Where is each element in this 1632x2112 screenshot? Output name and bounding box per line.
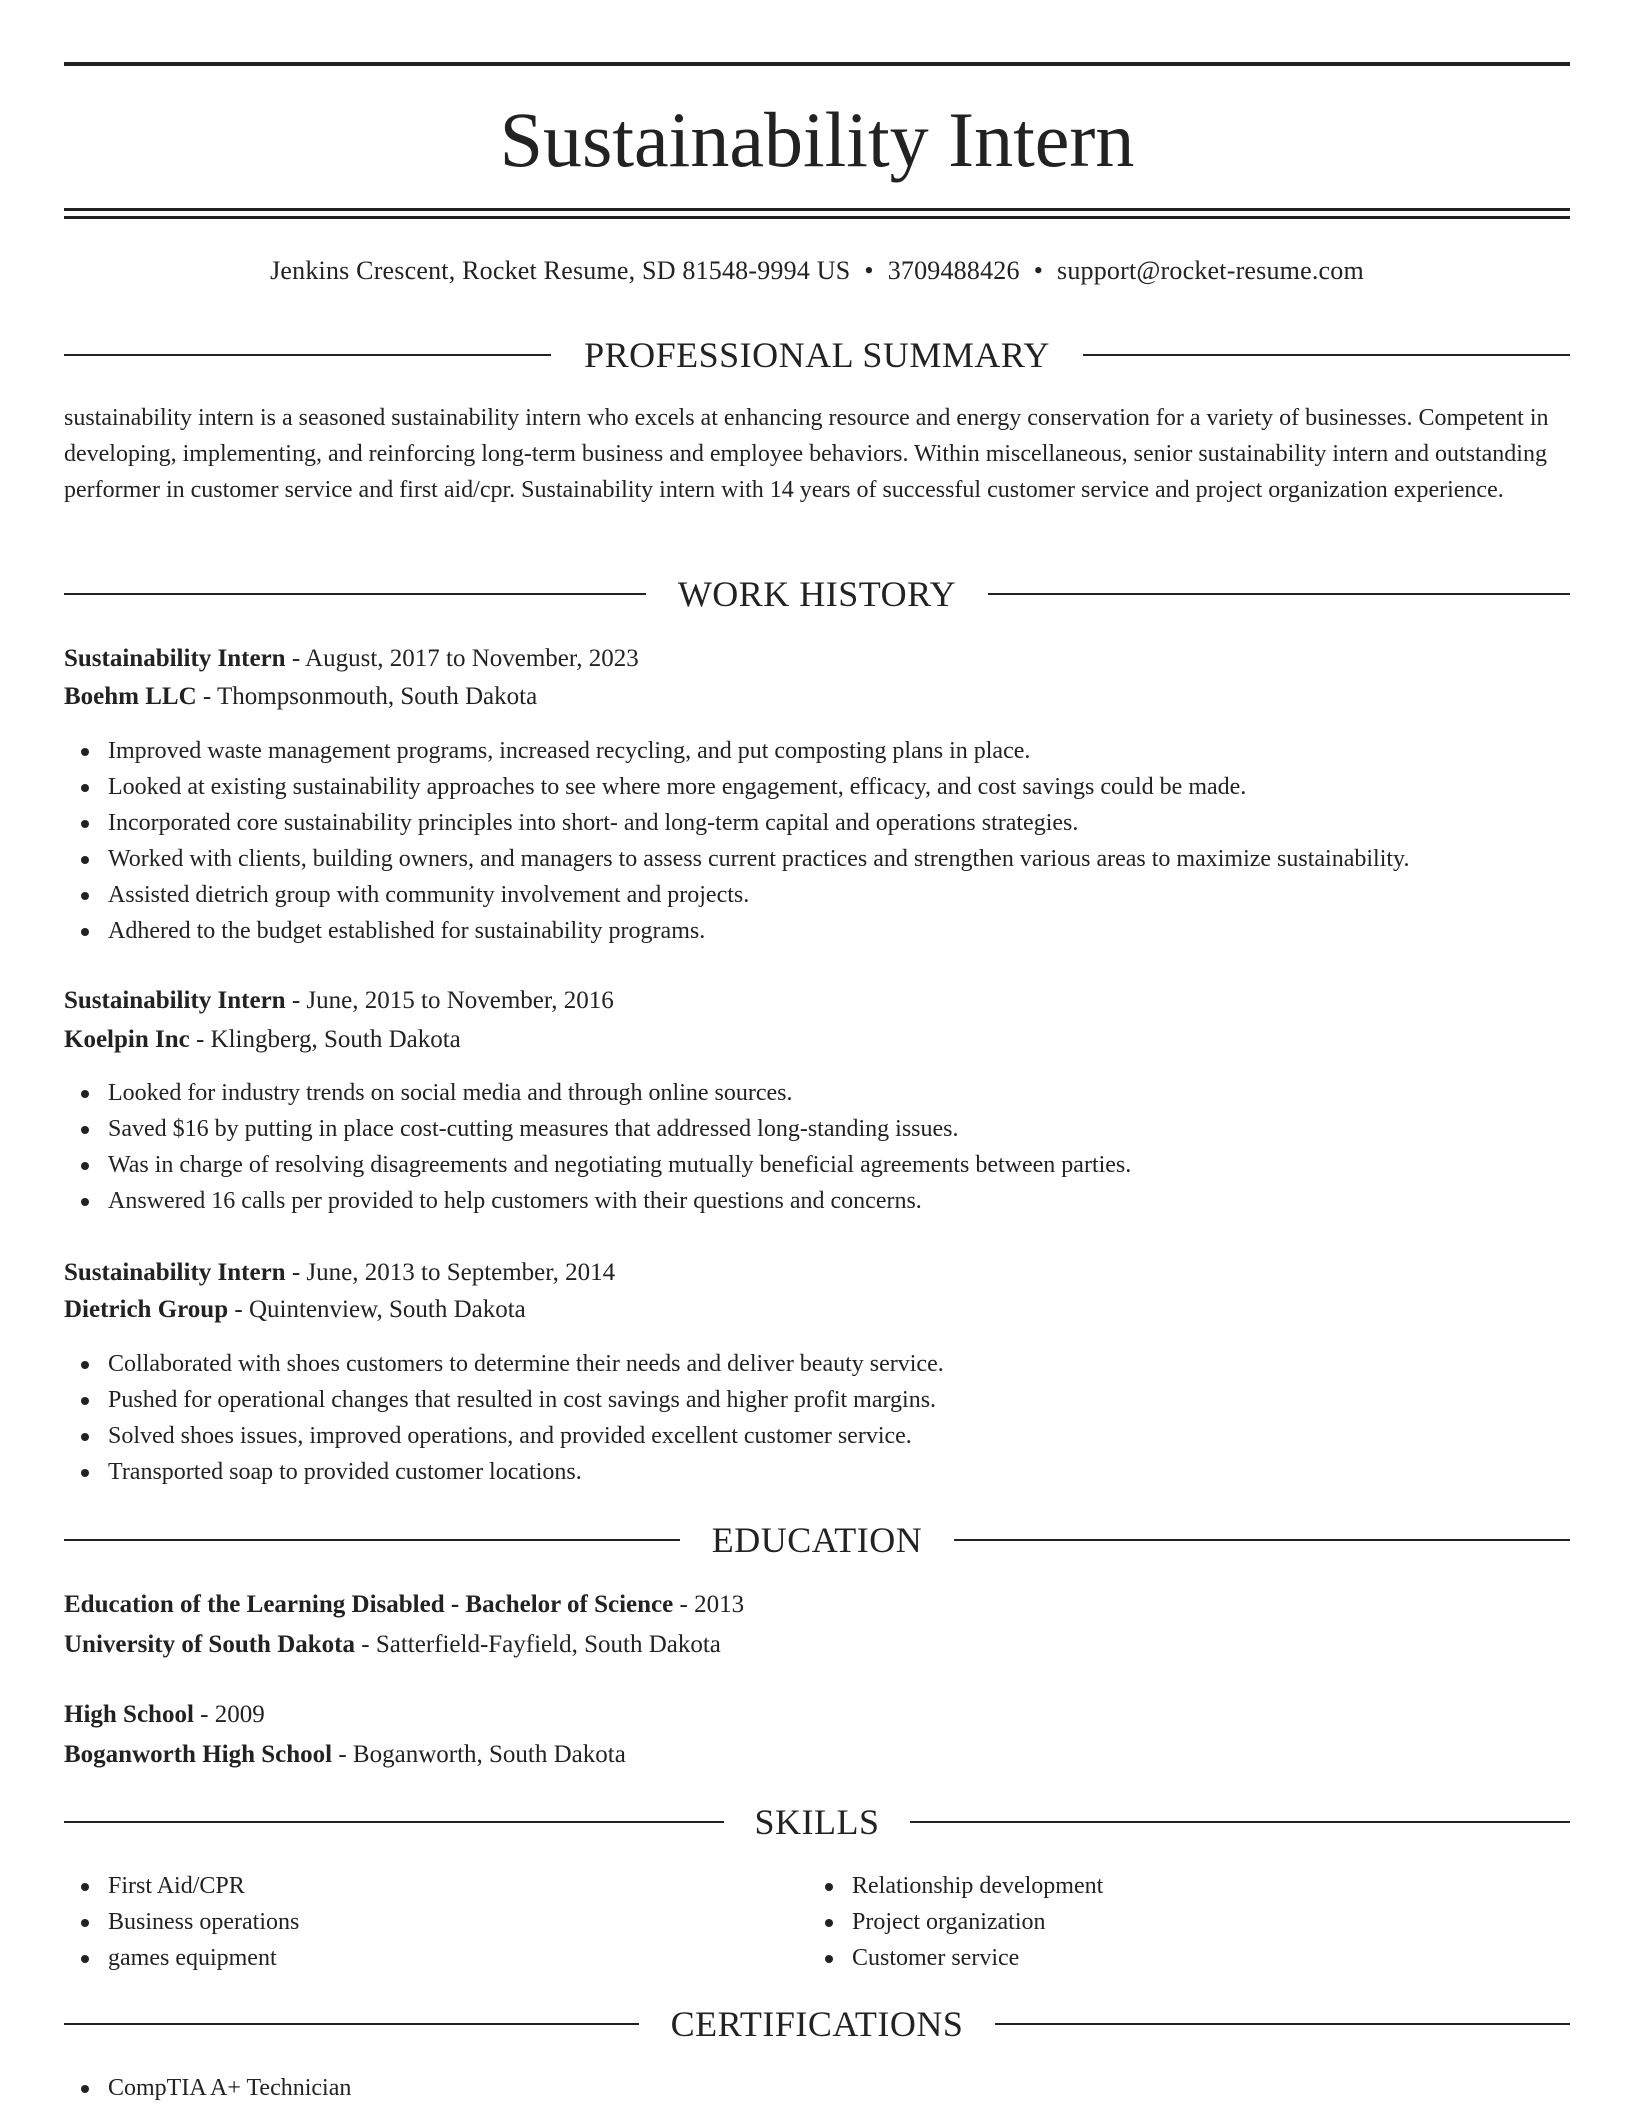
job-title-line	[64, 1255, 615, 1291]
section-heading-certifications	[64, 2002, 1570, 2046]
job-company-line	[64, 679, 537, 715]
section-title: CERTIFICATIONS	[670, 2004, 964, 2044]
job-bullet: Was in charge of resolving disagreements and negotiating mutually beneficial agreements between parties.	[64, 1147, 1570, 1183]
contact-line	[64, 253, 1570, 289]
job-bullet: Saved $16 by putting in place cost-cutting measures that addressed long-standing issues.	[64, 1111, 1570, 1147]
heading-rule-right	[1083, 354, 1570, 356]
section-title: PROFESSIONAL SUMMARY	[584, 335, 1050, 375]
education-location: - Boganworth, South Dakota	[332, 1741, 626, 1768]
skills-list-left	[64, 1868, 764, 1976]
job-location: - Thompsonmouth, South Dakota	[196, 683, 538, 710]
job-company: Dietrich Group	[64, 1296, 229, 1323]
education-school: University of South Dakota	[64, 1631, 355, 1658]
job-title: Sustainability Intern	[64, 987, 286, 1014]
resume-name: Sustainability Intern	[499, 96, 1135, 183]
skills-list-right	[808, 1868, 1508, 1976]
section-heading-summary	[64, 333, 1570, 377]
section-title: WORK HISTORY	[677, 574, 957, 614]
heading-rule-right	[988, 593, 1570, 595]
skill-item: games equipment	[64, 1940, 764, 1976]
job-location: - Klingberg, South Dakota	[189, 1026, 461, 1053]
heading-rule-right	[910, 1821, 1570, 1823]
education-degree: Education of the Learning Disabled - Bachelor of Science	[64, 1591, 674, 1618]
skill-item: Business operations	[64, 1904, 764, 1940]
section-title: EDUCATION	[711, 1520, 923, 1560]
job-title-line	[64, 983, 614, 1019]
section-heading-work-history	[64, 572, 1570, 616]
job-dates: - August, 2017 to November, 2023	[285, 645, 639, 672]
job-location: - Quintenview, South Dakota	[228, 1296, 526, 1323]
job-bullet: Assisted dietrich group with community involvement and projects.	[64, 877, 1570, 913]
contact-address: Jenkins Crescent, Rocket Resume, SD 81548-9994 US	[270, 256, 851, 285]
job-bullet: Adhered to the budget established for sustainability programs.	[64, 913, 1570, 949]
contact-email: support@rocket-resume.com	[1057, 256, 1364, 285]
certification-item: CompTIA A+ Technician	[64, 2070, 1570, 2106]
job-bullet: Looked for industry trends on social media and through online sources.	[64, 1075, 1570, 1111]
job-bullet: Collaborated with shoes customers to determine their needs and deliver beauty service.	[64, 1346, 1570, 1382]
job-bullet: Incorporated core sustainability principles into short- and long-term capital and operations strategies.	[64, 805, 1570, 841]
job-title: Sustainability Intern	[64, 1259, 286, 1286]
contact-separator: •	[864, 256, 874, 285]
job-bullets	[64, 1075, 1570, 1219]
education-degree-line	[64, 1587, 744, 1623]
certifications-list	[64, 2070, 1570, 2106]
contact-separator: •	[1033, 256, 1043, 285]
education-degree-line	[64, 1697, 265, 1733]
education-degree: High School	[64, 1701, 194, 1728]
job-bullet: Pushed for operational changes that resulted in cost savings and higher profit margins.	[64, 1382, 1570, 1418]
job-bullets	[64, 733, 1570, 949]
education-location: - Satterfield-Fayfield, South Dakota	[355, 1631, 721, 1658]
job-bullets	[64, 1346, 1570, 1490]
section-heading-education	[64, 1518, 1570, 1562]
job-bullet: Solved shoes issues, improved operations, and provided excellent customer service.	[64, 1418, 1570, 1454]
name-rule-lower	[64, 216, 1570, 219]
heading-rule-right	[954, 1539, 1570, 1541]
education-school-line	[64, 1737, 626, 1773]
job-bullet: Worked with clients, building owners, and managers to assess current practices and strengthen various areas to maximize sustainability.	[64, 841, 1570, 877]
contact-phone: 3709488426	[887, 256, 1020, 285]
education-school: Boganworth High School	[64, 1741, 333, 1768]
job-title: Sustainability Intern	[64, 645, 286, 672]
job-dates: - June, 2015 to November, 2016	[285, 987, 614, 1014]
job-company-line	[64, 1022, 461, 1058]
skill-item: First Aid/CPR	[64, 1868, 764, 1904]
heading-rule-right	[995, 2023, 1570, 2025]
job-company: Koelpin Inc	[64, 1026, 190, 1053]
job-bullet: Answered 16 calls per provided to help customers with their questions and concerns.	[64, 1183, 1570, 1219]
job-dates: - June, 2013 to September, 2014	[285, 1259, 616, 1286]
job-title-line	[64, 641, 639, 677]
top-rule	[64, 62, 1570, 66]
education-year: - 2009	[193, 1701, 265, 1728]
job-company: Boehm LLC	[64, 683, 197, 710]
job-bullet: Looked at existing sustainability approaches to see where more engagement, efficacy, and cost savings could be made.	[64, 769, 1570, 805]
section-heading-skills	[64, 1800, 1570, 1844]
skill-item: Relationship development	[808, 1868, 1508, 1904]
section-title: SKILLS	[754, 1802, 880, 1842]
education-school-line	[64, 1627, 721, 1663]
summary-text: sustainability intern is a seasoned sustainability intern who excels at enhancing resource and energy conservation for a variety of businesses. Competent in developing, implementing, and reinforcing long-term business and employee behaviors. Within miscellaneous, senior sustainability intern and outstanding performer in customer service and first aid/cpr. Sustainability intern with 14 years of successful customer service and project organization experience.	[64, 405, 1549, 503]
skill-item: Customer service	[808, 1940, 1508, 1976]
education-year: - 2013	[673, 1591, 745, 1618]
skill-item: Project organization	[808, 1904, 1508, 1940]
job-company-line	[64, 1292, 526, 1328]
job-bullet: Improved waste management programs, increased recycling, and put composting plans in place.	[64, 733, 1570, 769]
name-rule-upper	[64, 208, 1570, 211]
job-bullet: Transported soap to provided customer locations.	[64, 1454, 1570, 1490]
